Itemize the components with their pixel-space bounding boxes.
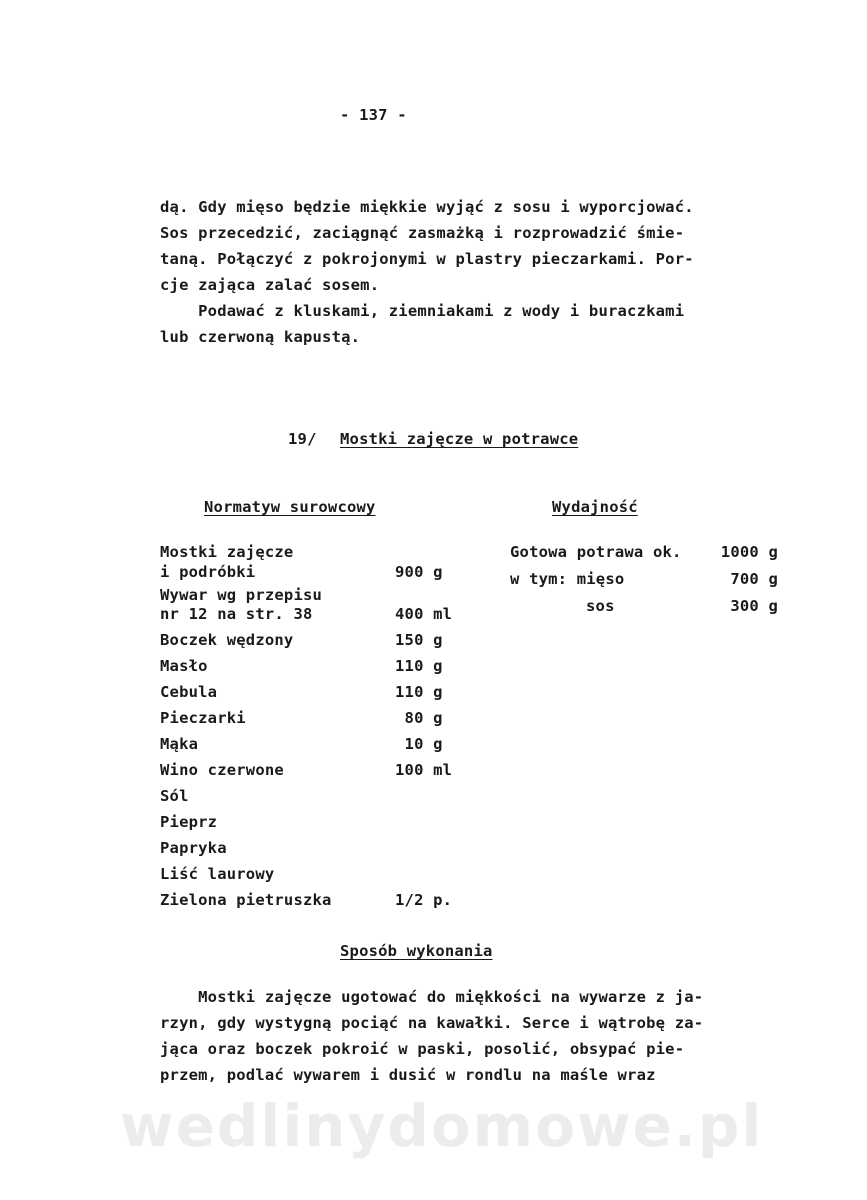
text-line: dą. Gdy mięso będzie miękkie wyjąć z sosu i wyporcjować. [160, 198, 694, 216]
page-number: - 137 - [340, 106, 407, 124]
yield-label: Gotowa potrawa ok. [510, 543, 682, 561]
recipe-number: 19/ [288, 430, 317, 448]
text-line: przem, podlać wywarem i dusić w rondlu na maśle wraz [160, 1066, 656, 1084]
ingredient-qty: 110 g [395, 683, 443, 701]
yield-value: 700 g [730, 570, 778, 588]
text-line: Mostki zajęcze ugotować do miękkości na wywarze z ja- [160, 988, 704, 1006]
ingredient-name: Masło [160, 657, 208, 675]
ingredient-qty: 110 g [395, 657, 443, 675]
yield-label: w tym: mięso [510, 570, 625, 588]
ingredient-qty: 1/2 p. [395, 891, 453, 909]
recipe-name: Mostki zajęcze w potrawce [340, 430, 579, 448]
text-line: taną. Połączyć z pokrojonymi w plastry pieczarkami. Por- [160, 250, 694, 268]
ingredient-name: Liść laurowy [160, 865, 275, 883]
text-line: jąca oraz boczek pokroić w paski, posolić, obsypać pie- [160, 1040, 685, 1058]
text-line: lub czerwoną kapustą. [160, 328, 361, 346]
ingredient-qty: 80 g [395, 709, 443, 727]
ingredient-name: Cebula [160, 683, 218, 701]
ingredient-qty: 10 g [395, 735, 443, 753]
text-line: cje zająca zalać sosem. [160, 276, 380, 294]
watermark: wedlinydomowe.pl [120, 1092, 764, 1160]
normatyw-heading: Normatyw surowcowy [204, 498, 376, 516]
ingredient-name: Mostki zajęcze [160, 543, 294, 561]
ingredient-name: Boczek wędzony [160, 631, 294, 649]
ingredient-name: Papryka [160, 839, 227, 857]
ingredient-name: Mąka [160, 735, 199, 753]
ingredient-name: Wywar wg przepisu [160, 586, 323, 604]
ingredient-name: Zielona pietruszka [160, 891, 332, 909]
ingredient-qty: 150 g [395, 631, 443, 649]
ingredient-name: Pieczarki [160, 709, 246, 727]
ingredient-name-cont: i podróbki [160, 563, 256, 581]
ingredient-name: Wino czerwone [160, 761, 284, 779]
yield-label: sos [586, 597, 615, 615]
wydajnosc-heading: Wydajność [552, 498, 638, 516]
ingredient-name: Sól [160, 787, 189, 805]
ingredient-name: Pieprz [160, 813, 218, 831]
yield-value: 1000 g [720, 543, 778, 561]
ingredient-qty: 900 g [395, 563, 443, 581]
text-line: Podawać z kluskami, ziemniakami z wody i buraczkami [160, 302, 685, 320]
ingredient-qty: 100 ml [395, 761, 453, 779]
method-heading: Sposób wykonania [340, 942, 493, 960]
ingredient-qty: 400 ml [395, 605, 453, 623]
ingredient-name-cont: nr 12 na str. 38 [160, 605, 313, 623]
text-line: rzyn, gdy wystygną pociąć na kawałki. Serce i wątrobę za- [160, 1014, 704, 1032]
yield-value: 300 g [730, 597, 778, 615]
text-line: Sos przecedzić, zaciągnąć zasmażką i rozprowadzić śmie- [160, 224, 685, 242]
